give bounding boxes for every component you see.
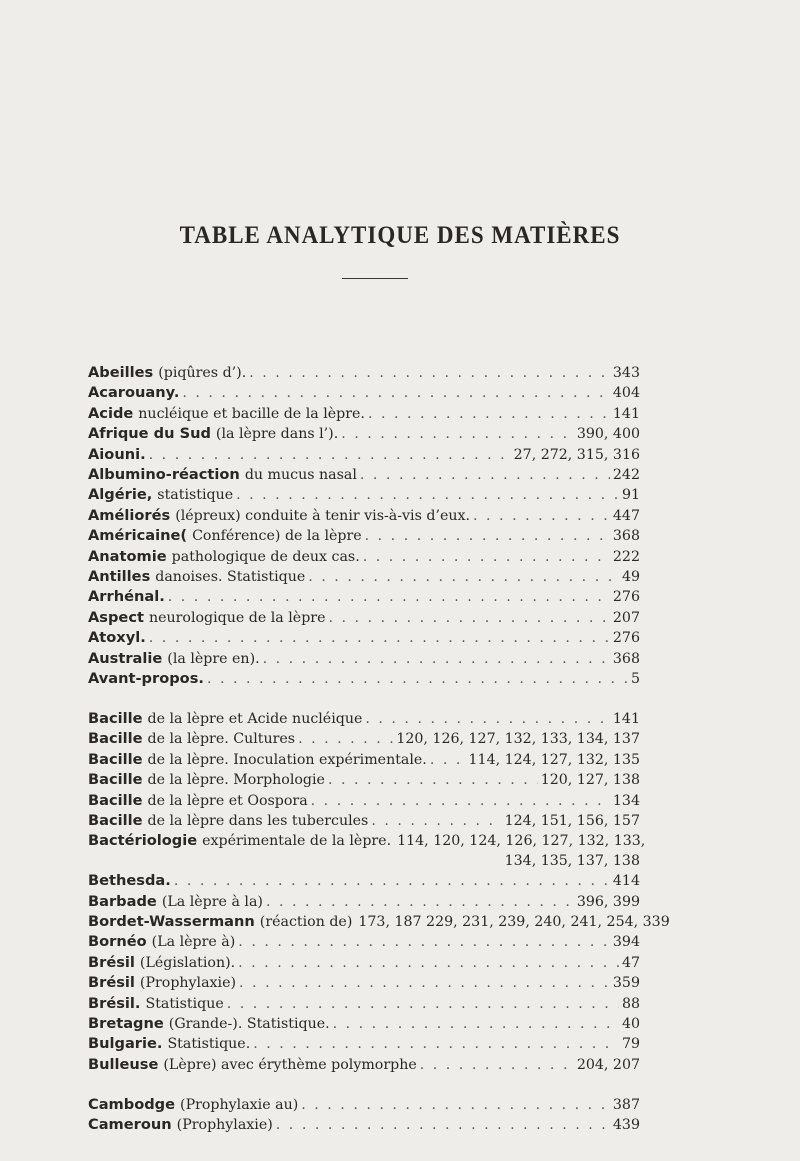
leader-dots	[365, 527, 610, 546]
entry-description: (Prophylaxie au)	[180, 1096, 299, 1113]
index-entry	[88, 383, 640, 403]
index-entry	[88, 709, 640, 729]
index-entry	[88, 506, 640, 526]
entry-description: (Prophylaxie)	[176, 1117, 273, 1133]
leader-dots	[341, 425, 574, 444]
entry-term: Bacille	[88, 771, 143, 789]
entry-term: Albumino-réaction	[88, 466, 240, 484]
leader-dots	[368, 405, 610, 424]
entry-pages: 120, 126, 127, 132, 133, 134, 137	[396, 731, 640, 748]
entry-description: (Lèpre) avec érythème polymorphe	[163, 1056, 417, 1073]
index-entry	[88, 1034, 640, 1054]
entry-term: Brésil.	[88, 994, 141, 1012]
leader-dots	[301, 1096, 610, 1115]
entry-pages: 394	[612, 934, 640, 951]
entry-description: statistique	[157, 487, 234, 504]
entry-pages: 5	[630, 671, 640, 688]
index-entry	[88, 871, 640, 891]
entry-term: Acarouany.	[88, 384, 180, 402]
entry-pages: 124, 151, 156, 157	[504, 812, 640, 829]
index-entry	[88, 547, 640, 567]
entry-description: de la lèpre. Cultures	[147, 731, 296, 748]
index-entry	[88, 485, 640, 505]
entry-description: (réaction de)	[259, 913, 353, 930]
entry-pages: 141	[612, 710, 640, 727]
index-entry	[88, 770, 640, 790]
leader-dots	[207, 670, 628, 689]
entry-pages: 27, 272, 315, 316	[513, 446, 640, 463]
leader-dots	[149, 629, 610, 648]
entry-description: Conférence) de la lèpre	[192, 528, 362, 545]
entry-term: Acide	[88, 404, 134, 422]
entry-term: Anatomie	[88, 547, 167, 565]
leader-dots	[473, 507, 610, 526]
entry-description: de la lèpre dans les tubercules	[147, 812, 369, 829]
entry-pages: 91	[621, 487, 640, 504]
entry-term: Aspect	[88, 608, 144, 626]
entry-description: de la lèpre et Oospora	[147, 792, 308, 809]
entry-term: Afrique du Sud	[88, 425, 211, 443]
entry-description: expérimentale de la lèpre.	[202, 833, 392, 850]
entry-term: Cambodge	[88, 1095, 176, 1113]
entry-pages: 343	[612, 365, 640, 381]
entry-pages: 47	[621, 954, 640, 971]
entry-pages: 114, 120, 124, 126, 127, 132, 133,	[397, 833, 646, 850]
entry-description: (lépreux) conduite à tenir vis-à-vis d’eux.	[175, 507, 471, 524]
leader-dots	[149, 446, 511, 465]
index-entry	[88, 363, 640, 383]
leader-dots	[227, 995, 619, 1014]
index-entry	[88, 892, 640, 912]
leader-dots	[365, 710, 610, 729]
index-entry	[88, 1095, 640, 1115]
entry-description: pathologique de deux cas.	[171, 548, 360, 565]
entry-pages: 414	[612, 873, 640, 890]
index-entry	[88, 1014, 640, 1034]
index-entry	[88, 445, 640, 465]
index-entry	[88, 404, 640, 424]
entry-pages: 359	[612, 975, 640, 992]
entry-term: Antilles	[88, 568, 151, 586]
index-entry	[88, 953, 640, 973]
entry-term: Bacille	[88, 811, 143, 829]
entry-term: Brésil	[88, 953, 135, 971]
leader-dots	[363, 548, 610, 567]
entry-description: nucléique et bacille de la lèpre.	[138, 405, 365, 422]
entry-pages: 404	[612, 385, 640, 402]
index-entry	[88, 1115, 640, 1135]
entry-pages: 390, 400	[576, 426, 640, 443]
leader-dots	[236, 486, 619, 505]
index-group	[88, 1095, 640, 1136]
entry-term: Bacille	[88, 730, 143, 748]
index-entry	[88, 729, 640, 749]
entry-pages: 207	[612, 609, 640, 626]
entry-term: Australie	[88, 649, 163, 667]
entry-term: Avant-propos.	[88, 670, 204, 688]
entry-pages: 387	[612, 1096, 640, 1113]
entry-pages: 49	[621, 569, 640, 586]
leader-dots	[238, 954, 619, 973]
entry-term: Bacille	[88, 791, 143, 809]
entry-term: Bethesda.	[88, 872, 171, 890]
entry-term: Bornéo	[88, 933, 147, 951]
entry-pages: 439	[612, 1117, 640, 1133]
entry-description: de la lèpre et Acide nucléique	[147, 710, 363, 727]
leader-dots	[333, 1015, 619, 1034]
leader-dots	[168, 588, 610, 607]
index-entry	[88, 424, 640, 444]
entry-term: Barbade	[88, 892, 157, 910]
index-entry	[88, 669, 640, 689]
entry-description: (La lèpre à)	[151, 934, 236, 951]
index-entry	[88, 526, 640, 546]
entry-description: (La lèpre à la)	[161, 893, 263, 910]
entry-term: Algérie,	[88, 486, 153, 504]
leader-dots	[174, 872, 610, 891]
entry-pages-continuation: 134, 135, 137, 138	[504, 852, 640, 869]
entry-description: (la lèpre dans l’).	[215, 426, 339, 443]
index-list	[88, 363, 670, 1155]
entry-term: Brésil	[88, 974, 135, 992]
leader-dots	[276, 1116, 610, 1135]
entry-term: Bacille	[88, 750, 143, 768]
entry-term: Arrhénal.	[88, 588, 165, 606]
leader-dots	[430, 751, 466, 770]
entry-term: Abeilles	[88, 364, 154, 381]
entry-pages: 141	[612, 405, 640, 422]
entry-description: (Législation).	[139, 954, 236, 971]
entry-pages: 242	[612, 467, 640, 484]
leader-dots	[360, 466, 610, 485]
entry-term: Bacille	[88, 709, 143, 727]
entry-pages: 276	[612, 630, 640, 647]
entry-description: du mucus nasal	[244, 467, 357, 484]
leader-dots	[253, 1035, 619, 1054]
index-entry	[88, 831, 646, 851]
entry-term: Bulgarie.	[88, 1035, 163, 1053]
entry-pages: 447	[612, 507, 640, 524]
leader-dots	[328, 609, 609, 628]
entry-pages: 173, 187 229, 231, 239, 240, 241, 254, 339	[358, 913, 670, 930]
entry-term: Bulleuse	[88, 1055, 159, 1073]
title-divider	[342, 278, 408, 279]
leader-dots	[249, 364, 610, 383]
leader-dots	[311, 792, 610, 811]
entry-description: (piqûres d’).	[158, 365, 247, 381]
leader-dots	[182, 384, 610, 403]
entry-term: Améliorés	[88, 506, 171, 524]
leader-dots	[238, 933, 610, 952]
entry-description: Statistique.	[167, 1036, 251, 1053]
entry-description: Statistique	[145, 995, 224, 1012]
entry-pages: 204, 207	[576, 1056, 640, 1073]
index-entry	[88, 649, 640, 669]
entry-term: Bactériologie	[88, 832, 198, 850]
index-entry	[88, 811, 640, 831]
entry-pages: 368	[612, 528, 640, 545]
leader-dots	[239, 974, 610, 993]
leader-dots	[263, 650, 610, 669]
index-entry	[88, 567, 640, 587]
entry-pages: 396, 399	[576, 893, 640, 910]
leader-dots	[266, 893, 574, 912]
entry-term: Atoxyl.	[88, 629, 146, 647]
index-entry	[88, 750, 640, 770]
index-entry	[88, 628, 640, 648]
entry-description: de la lèpre. Inoculation expérimentale.	[147, 751, 427, 768]
leader-dots	[328, 771, 538, 790]
index-entry	[88, 973, 640, 993]
index-entry	[88, 1055, 640, 1075]
index-entry	[88, 932, 640, 952]
entry-term: Bretagne	[88, 1014, 164, 1032]
index-entry	[88, 608, 640, 628]
entry-pages: 79	[621, 1036, 640, 1053]
index-entry	[88, 994, 640, 1014]
entry-description: (Prophylaxie)	[139, 975, 237, 992]
entry-term: Cameroun	[88, 1116, 172, 1133]
entry-pages: 120, 127, 138	[540, 772, 640, 789]
leader-dots	[371, 812, 501, 831]
leader-dots	[298, 730, 393, 749]
page-title: TABLE ANALYTIQUE DES MATIÈRES	[179, 220, 621, 249]
index-entry	[88, 465, 640, 485]
leader-dots	[308, 568, 619, 587]
entry-description: neurologique de la lèpre	[148, 609, 326, 626]
entry-pages: 222	[612, 548, 640, 565]
entry-term: Bordet-Wassermann	[88, 912, 255, 930]
entry-pages: 134	[612, 792, 640, 809]
entry-description: (Grande-). Statistique.	[168, 1015, 330, 1032]
index-entry	[88, 587, 640, 607]
leader-dots	[420, 1056, 574, 1075]
entry-description: de la lèpre. Morphologie	[147, 772, 325, 789]
entry-term: Aiouni.	[88, 445, 146, 463]
entry-term: Américaine(	[88, 527, 188, 545]
index-group	[88, 709, 670, 1075]
entry-pages: 114, 124, 127, 132, 135	[468, 751, 640, 768]
index-entry	[88, 791, 640, 811]
entry-pages: 368	[612, 650, 640, 667]
index-entry	[88, 912, 670, 932]
entry-pages: 88	[621, 995, 640, 1012]
index-group	[88, 363, 640, 690]
entry-pages: 276	[612, 589, 640, 606]
entry-description: (la lèpre en).	[167, 650, 260, 667]
entry-pages: 40	[621, 1015, 640, 1032]
entry-description: danoises. Statistique	[155, 569, 306, 586]
